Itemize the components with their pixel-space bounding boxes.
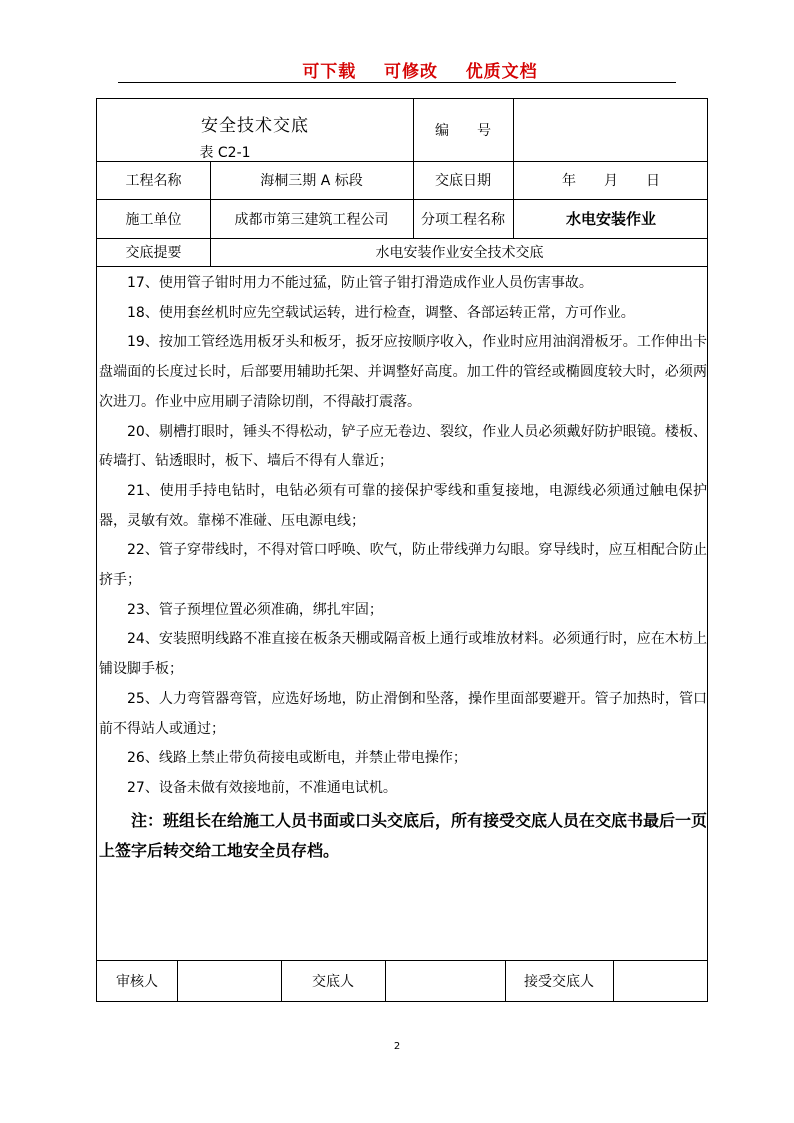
unit-value: 成都市第三建筑工程公司 (234, 211, 389, 228)
content-paragraph: 19、按加工管经选用板牙头和板牙，扳牙应按顺序收入，作业时应用油润滑板牙。工作伸出卡盘端面的长度过长时，后部要用辅助托架、并调整好高度。加工件的管经或椭圆度较大时，必须两次进刀。作业中应用刷子清除切削，不得敲打震落。 (99, 334, 707, 410)
form-title: 安全技术交底 (201, 116, 309, 136)
banner-downloadable: 可下载 (302, 62, 357, 82)
discloser-signature-field[interactable] (385, 960, 505, 1002)
receiver-label: 接受交底人 (524, 974, 594, 990)
receiver-signature-field[interactable] (613, 960, 709, 1002)
number-label: 编 号 (435, 123, 491, 139)
summary-label: 交底提要 (125, 245, 182, 261)
form-number: 表 C2-1 (199, 145, 251, 161)
content-paragraph: 22、管子穿带线时，不得对管口呼唤、吹气，防止带线弹力勾眼。穿导线时，应互相配合防止挤手； (99, 542, 707, 589)
banner-editable: 可修改 (384, 62, 438, 82)
row-divider (97, 266, 707, 267)
safety-disclosure-form (96, 98, 708, 1002)
reviewer-label: 审核人 (116, 974, 158, 990)
content-paragraph: 26、线路上禁止带负荷接电或断电，并禁止带电操作； (127, 750, 467, 767)
date-label: 交底日期 (435, 173, 491, 189)
date-value: 年 月 日 (562, 173, 660, 189)
subproject-label: 分项工程名称 (421, 211, 505, 228)
content-paragraph: 17、使用管子钳时用力不能过猛，防止管子钳打滑造成作业人员伤害事故。 (127, 275, 593, 291)
content-paragraph: 25、人力弯管器弯管，应选好场地，防止滑倒和坠落，操作里面部要避开。管子加热时，管口前不得站人或通过； (99, 690, 707, 737)
document-banner (0, 57, 794, 82)
project-name-value: 海桐三期 A 标段 (260, 173, 363, 189)
summary-value: 水电安装作业安全技术交底 (375, 245, 544, 261)
page-number: 2 (393, 1041, 401, 1052)
form-title-cell (97, 99, 413, 161)
content-paragraph: 18、使用套丝机时应先空载试运转，进行检查，调整、各部运转正常，方可作业。 (127, 304, 635, 321)
content-paragraph: 27、设备未做有效接地前，不准通电试机。 (127, 779, 397, 796)
archive-note: 注：班组长在给施工人员书面或口头交底后，所有接受交底人员在交底书最后一页上签字后转交给工地安全员存档。 (99, 810, 708, 860)
banner-divider (118, 82, 676, 83)
project-name-label: 工程名称 (125, 173, 182, 189)
unit-label: 施工单位 (125, 211, 182, 228)
subproject-value: 水电安装作业 (565, 210, 656, 228)
content-paragraph: 20、剔槽打眼时，锤头不得松动，铲子应无卷边、裂纹，作业人员必须戴好防护眼镜。楼板、砖墙打、钻透眼时，板下、墙后不得有人靠近； (99, 423, 707, 470)
content-paragraph: 24、安装照明线路不准直接在板条天棚或隔音板上通行或堆放材料。必须通行时，应在木枋上铺设脚手板； (99, 631, 707, 678)
discloser-label: 交底人 (312, 974, 354, 990)
banner-quality: 优质文档 (465, 62, 538, 82)
disclosure-content (97, 269, 709, 866)
content-paragraph: 21、使用手持电钻时，电钻必须有可靠的接保护零线和重复接地，电源线必须通过触电保护器，灵敏有效。靠梯不准碰、压电源电线； (99, 482, 707, 529)
content-paragraph: 23、管子预埋位置必须准确，绑扎牢固； (127, 601, 383, 618)
number-value (513, 99, 709, 161)
reviewer-signature-field[interactable] (177, 960, 281, 1002)
